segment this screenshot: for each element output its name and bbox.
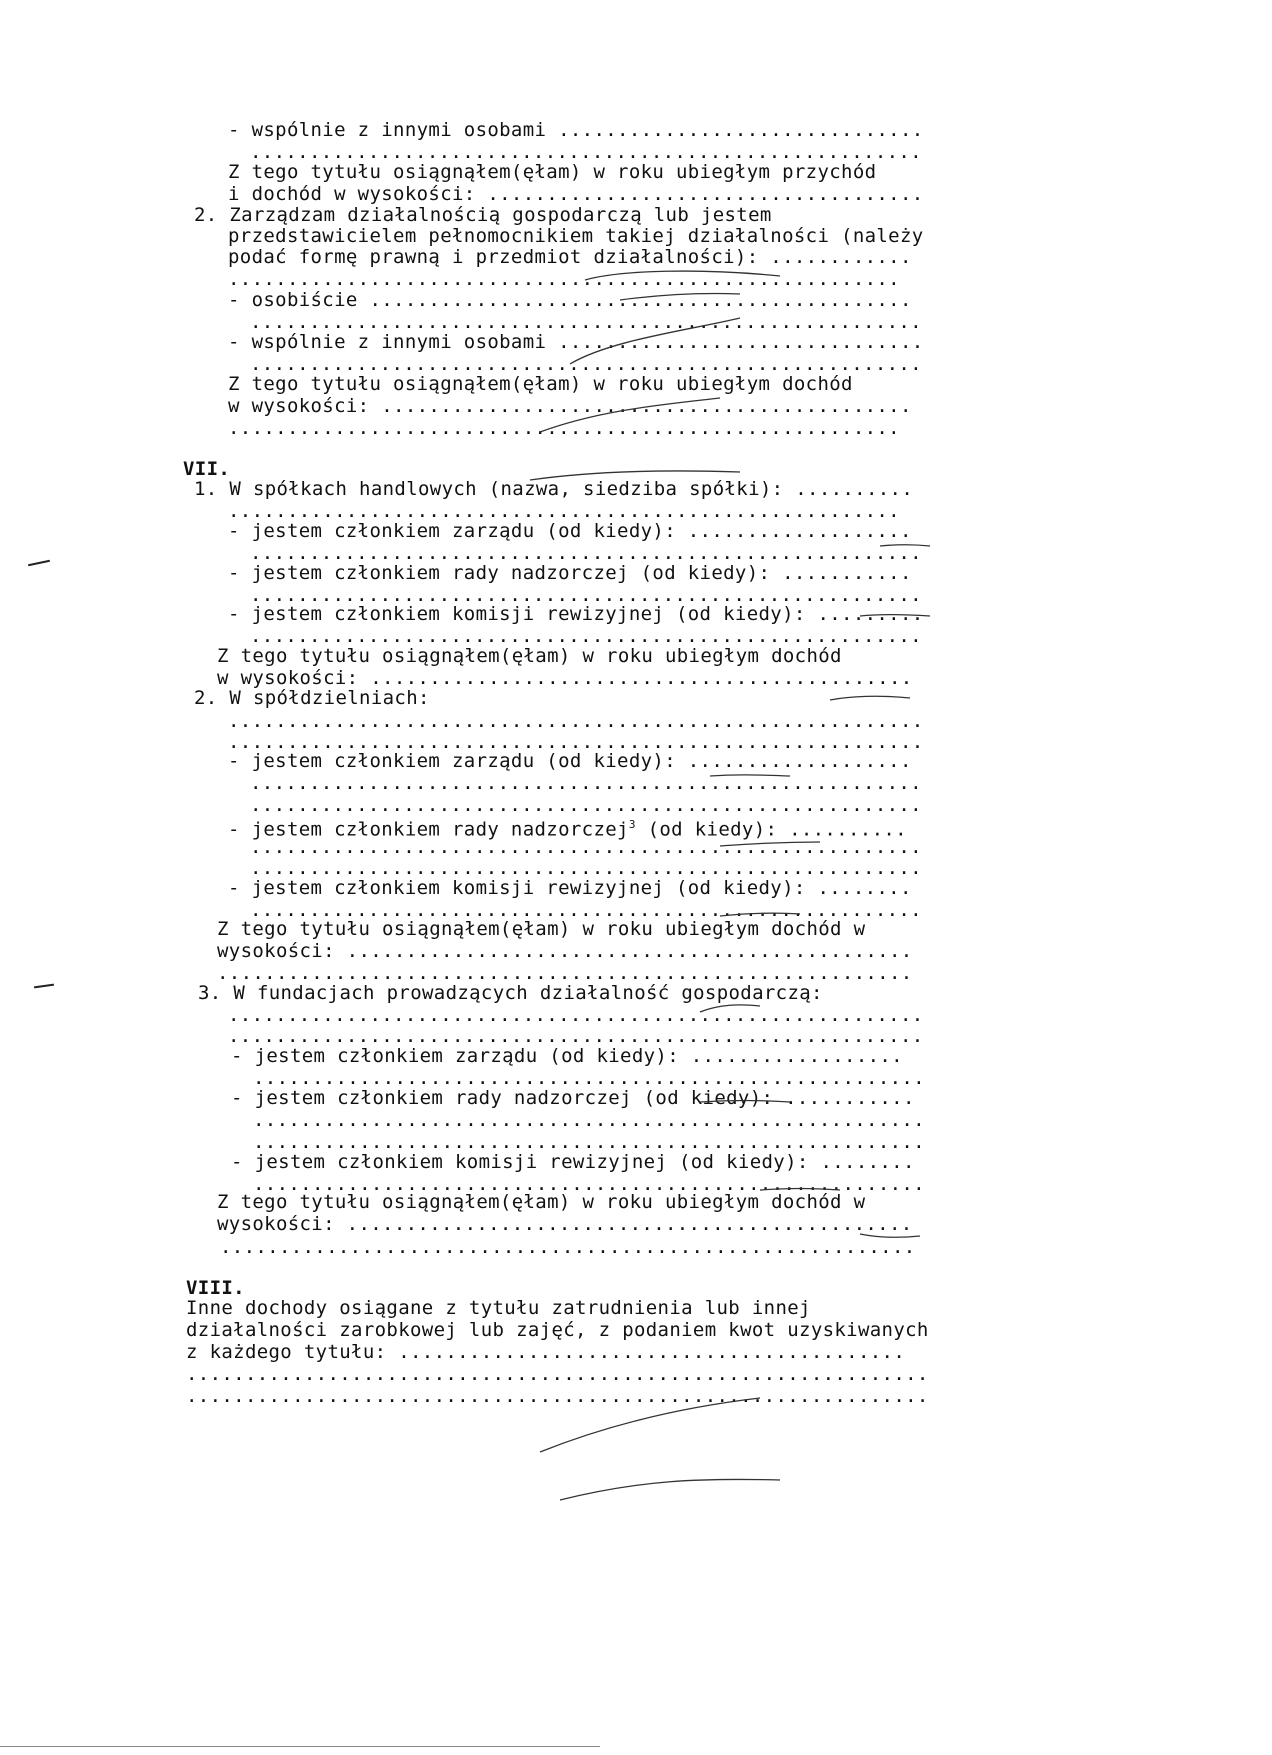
foundations-line: 3. W fundacjach prowadzących działalność gospodarczą: [198, 982, 823, 1004]
dotted-line: ........................................................... [217, 962, 913, 984]
dotted-line: ......................................................... [253, 1131, 925, 1153]
dotted-line: ......................................................... [250, 353, 922, 375]
item-2-legal-form: podać formę prawną i przedmiot działalności): ............ [228, 246, 912, 268]
section-viii-heading: VIII. [186, 1277, 245, 1299]
dotted-line: ........................................................... [228, 1004, 924, 1026]
dotted-line: ......................................................... [228, 500, 900, 522]
dotted-line: ......................................................... [250, 772, 922, 794]
income-amount-line: i dochód w wysokości: ..................................... [228, 183, 924, 205]
dotted-line: ......................................................... [250, 625, 922, 647]
dotted-line: ......................................................... [228, 417, 900, 439]
dotted-line: ............................................................... [186, 1363, 929, 1385]
dotted-line: ......................................................... [250, 584, 922, 606]
dotted-line: ......................................................... [250, 899, 922, 921]
supervisory-board-label: - jestem członkiem rady nadzorczej [228, 818, 629, 841]
dotted-line: ........................................................... [228, 1025, 924, 1047]
income-amount-line: wysokości: ................................................ [217, 940, 913, 962]
dotted-line: ............................................................... [186, 1385, 929, 1407]
audit-committee-line: - jestem członkiem komisji rewizyjnej (od kiedy): ........ [231, 1151, 915, 1173]
dotted-line: ......................................................... [250, 542, 922, 564]
dotted-line: ......................................................... [253, 1067, 925, 1089]
footnote-ref: 3 [628, 818, 636, 831]
income-from-title-line: Z tego tytułu osiągnąłem(ęłam) w roku ubiegłym dochód [228, 373, 853, 395]
scan-artifact [28, 560, 50, 567]
income-from-title-line: Z tego tytułu osiągnąłem(ęłam) w roku ubiegłym dochód w [217, 918, 866, 940]
section-vii-heading: VII. [183, 458, 231, 480]
jointly-with-others-line: - wspólnie z innymi osobami ............................... [228, 119, 924, 141]
other-income-line: działalności zarobkowej lub zajęć, z podaniem kwot uzyskiwanych [186, 1319, 929, 1341]
scan-artifact [0, 1746, 600, 1747]
income-amount-line: wysokości: ................................................ [217, 1213, 913, 1235]
supervisory-board-line: - jestem członkiem rady nadzorczej (od kiedy): ........... [231, 1087, 915, 1109]
dotted-line: ......................................................... [250, 141, 922, 163]
dotted-line: ........................................................... [228, 710, 924, 732]
dotted-line: ......................................................... [250, 794, 922, 816]
since-when-label: (od kiedy): .......... [635, 818, 907, 841]
income-from-title-line: Z tego tytułu osiągnąłem(ęłam) w roku ubiegłym przychód [228, 161, 877, 183]
other-income-line: Inne dochody osiągane z tytułu zatrudnienia lub innej [186, 1297, 811, 1319]
board-member-line: - jestem członkiem zarządu (od kiedy): .................. [231, 1045, 903, 1067]
item-2-manage-business: 2. Zarządzam działalnością gospodarczą lub jestem [194, 204, 772, 226]
commercial-companies-line: 1. W spółkach handlowych (nazwa, siedziba spółki): .......... [194, 478, 914, 500]
scan-artifact [34, 984, 54, 989]
board-member-line: - jestem członkiem zarządu (od kiedy): ................... [228, 750, 912, 772]
income-amount-line: w wysokości: .............................................. [217, 667, 913, 689]
income-amount-line: w wysokości: ............................................. [228, 395, 912, 417]
audit-committee-line: - jestem członkiem komisji rewizyjnej (od kiedy): ......... [228, 603, 924, 625]
item-2-representative: przedstawicielem pełnomocnikiem takiej działalności (należy [228, 225, 924, 247]
supervisory-board-line: - jestem członkiem rady nadzorczej (od kiedy): ........... [228, 562, 912, 584]
jointly-with-others-line: - wspólnie z innymi osobami ............................... [228, 331, 924, 353]
dotted-line: ......................................................... [250, 857, 922, 879]
dotted-line: ........................................................... [220, 1236, 916, 1258]
dotted-line: ......................................................... [253, 1173, 925, 1195]
other-income-line: z każdego tytułu: ........................................... [186, 1341, 906, 1363]
dotted-line: ......................................................... [253, 1109, 925, 1131]
dotted-line: ........................................................... [228, 731, 924, 753]
audit-committee-line: - jestem członkiem komisji rewizyjnej (od kiedy): ........ [228, 877, 912, 899]
cooperatives-line: 2. W spółdzielniach: [194, 687, 430, 709]
dotted-line: ......................................................... [228, 268, 900, 290]
dotted-line: ......................................................... [250, 836, 922, 858]
board-member-line: - jestem członkiem zarządu (od kiedy): ................... [228, 520, 912, 542]
income-from-title-line: Z tego tytułu osiągnąłem(ęłam) w roku ubiegłym dochód [217, 645, 842, 667]
personally-line: - osobiście .............................................. [228, 289, 912, 311]
income-from-title-line: Z tego tytułu osiągnąłem(ęłam) w roku ubiegłym dochód w [217, 1191, 866, 1213]
dotted-line: ......................................................... [250, 311, 922, 333]
